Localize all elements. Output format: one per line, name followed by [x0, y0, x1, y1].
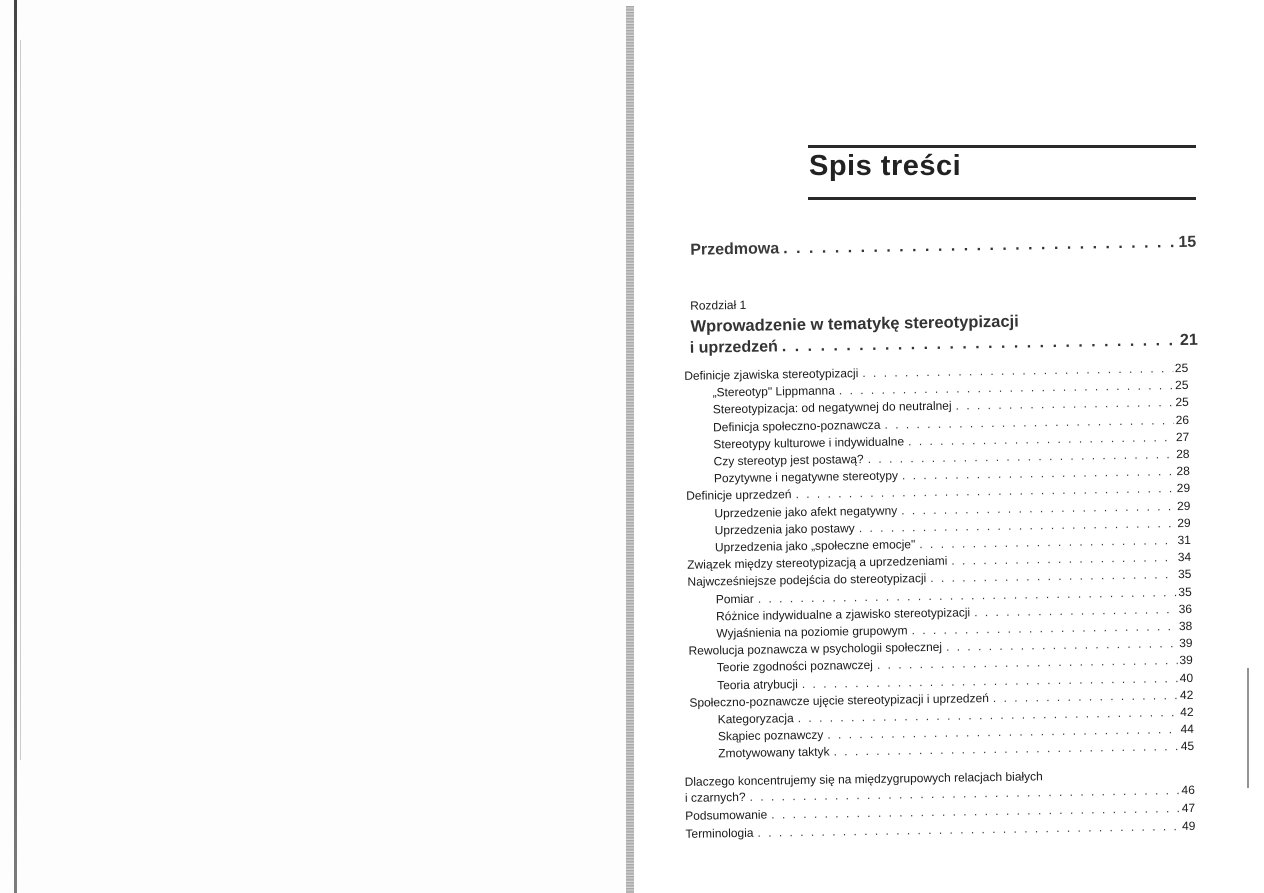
- toc-entry-label: Definicja społeczno-poznawcza: [712, 417, 881, 434]
- toc-entry-label: Różnice indywidualne a zjawisko stereotypizacji: [715, 605, 971, 624]
- chapter-title-line1: Wprowadzenie w tematykę stereotypizacji: [690, 312, 1019, 336]
- toc-entry-page: 28: [1176, 446, 1190, 462]
- left-page-edge: [14, 0, 17, 893]
- toc-entry-label: Skąpiec poznawczy: [717, 727, 824, 744]
- toc-entry-page: 28: [1176, 464, 1190, 479]
- toc-entry-label: Pomiar: [715, 591, 754, 606]
- toc-entry-page: 35: [1177, 567, 1192, 582]
- title-rule-top: [808, 145, 1196, 148]
- toc-entry-page: 39: [1179, 636, 1193, 651]
- toc-entry-label: Zmotywowany taktyk: [718, 744, 830, 761]
- toc-entry-label: Związek między stereotypizacją a uprzedzeniami: [687, 553, 948, 572]
- toc-entry-page: 27: [1175, 429, 1190, 444]
- toc-entry-page: 25: [1175, 378, 1189, 393]
- toc-entry-page: 49: [1181, 818, 1196, 834]
- toc-entry-page: 46: [1181, 782, 1195, 798]
- toc-entry-label: Najwcześniejsze podejścia do stereotypizacji: [687, 571, 927, 590]
- toc-leader-dots: [993, 688, 1178, 705]
- toc-entry-multiline-line1: Dlaczego koncentrujemy się na międzygrupowych relacjach białych: [684, 769, 1043, 789]
- toc-entry-label: Definicje uprzedzeń: [686, 487, 792, 504]
- toc-entry-label: Społeczno-poznawcze ujęcie stereotypizacji i uprzedzeń: [689, 690, 989, 710]
- toc-entry-page: 40: [1179, 670, 1194, 685]
- page-title: Spis treści: [809, 150, 962, 182]
- toc-entry-label: Teoria atrybucji: [717, 676, 798, 692]
- toc-entry-label: Podsumowanie: [685, 807, 768, 823]
- toc-entry-label: „Stereotyp" Lippmanna: [712, 383, 835, 400]
- book-spine: [626, 6, 634, 893]
- toc-entry-page: 39: [1179, 653, 1193, 668]
- toc-entry-label: Stereotypizacja: od negatywnej do neutralnej: [712, 399, 952, 417]
- toc-entry-page: 47: [1181, 800, 1196, 816]
- toc-entry-label: Stereotypy kulturowe i indywidualne: [713, 434, 905, 452]
- toc-entry-page: 25: [1174, 360, 1189, 376]
- toc-preface-label: Przedmowa: [690, 240, 780, 259]
- toc-entry-label: Definicje zjawiska stereotypizacji: [684, 366, 859, 383]
- toc-entry-page: 36: [1178, 601, 1193, 616]
- toc-entry-label: Uprzedzenie jako afekt negatywny: [714, 503, 898, 520]
- toc-entry-label: Wyjaśnienia na poziomie grupowym: [716, 623, 908, 641]
- toc-entry-page: 31: [1177, 532, 1192, 548]
- left-page-blank: [0, 0, 628, 893]
- toc-entry-page: 25: [1175, 395, 1189, 410]
- chapter-number: Rozdział 1: [690, 297, 747, 313]
- toc-preface-page: 15: [1178, 233, 1197, 252]
- toc-entry-page: 34: [1177, 550, 1192, 565]
- toc-entry-page: 35: [1178, 584, 1192, 599]
- toc-entry-page: 42: [1179, 687, 1194, 702]
- toc-entry-page: 29: [1177, 515, 1191, 530]
- toc-entry-page: 42: [1180, 704, 1194, 720]
- toc-entry-page: 38: [1178, 618, 1193, 634]
- toc-entry-label: Czy stereotyp jest postawą?: [713, 452, 864, 469]
- toc-entry-page: 44: [1180, 722, 1194, 737]
- toc-entry-label: Terminologia: [685, 825, 754, 841]
- toc-entry-label: Teorie zgodności poznawczej: [716, 658, 874, 675]
- toc-entry-label: Uprzedzenia jako „społeczne emocje": [714, 537, 916, 555]
- toc-entry-multiline-line2: i czarnych?: [684, 789, 746, 805]
- toc-entry-label: Pozytywne i negatywne stereotypy: [713, 468, 899, 486]
- chapter-title-line2: i uprzedzeń: [689, 338, 778, 357]
- left-page-edge-shadow: [20, 40, 21, 760]
- toc-entry-label: Kategoryzacja: [717, 711, 794, 727]
- title-rule-bottom: [808, 197, 1196, 200]
- toc-entry-label: Rewolucja poznawcza w psychologii społecznej: [688, 639, 943, 658]
- chapter-page: 21: [1179, 331, 1198, 350]
- toc-entry-page: 45: [1180, 739, 1195, 754]
- toc-entry-page: 26: [1175, 412, 1190, 427]
- toc-entry-label: Uprzedzenia jako postawy: [714, 520, 855, 538]
- toc-entry-page: 29: [1176, 498, 1191, 513]
- toc-entry-page: 29: [1176, 481, 1191, 496]
